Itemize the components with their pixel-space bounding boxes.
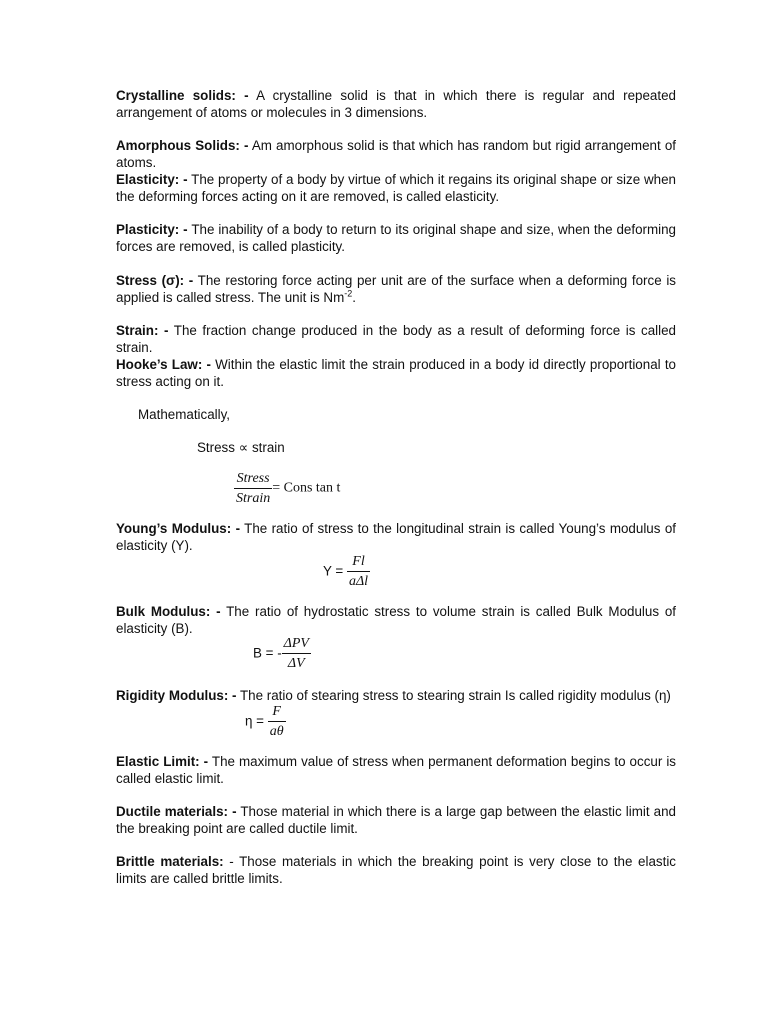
definition-hookes-law (116, 357, 676, 390)
definition-text: A crystalline solid is that in which there is regular and repeated arrangement of atoms or molecules in 3 dimensions. (116, 88, 676, 120)
definition-tail: . (352, 289, 356, 305)
definition-strain (116, 323, 676, 356)
fraction-numerator: Fl (347, 553, 370, 572)
definition-text: The inability of a body to return to its original shape and size, when the deforming forces are removed, is called plasticity. (116, 222, 676, 254)
term: Brittle materials: (116, 854, 224, 869)
definition-text: The ratio of stearing stress to stearing strain Is called rigidity modulus (η) (236, 688, 671, 703)
definition-text: - Those materials in which the breaking point is very close to the elastic limits are called brittle limits. (116, 854, 676, 886)
definition-text: The ratio of hydrostatic stress to volume strain is called Bulk Modulus of elasticity (B). (116, 604, 676, 636)
rigidity-fraction (268, 703, 286, 740)
fraction-numerator: F (268, 703, 286, 722)
definition-elastic-limit (116, 754, 676, 787)
term: Strain: - (116, 323, 169, 338)
term: Young’s Modulus: - (116, 521, 241, 536)
definition-text: The restoring force acting per unit are of the surface when a deforming force is applied is called stress. The unit is Nm (116, 273, 676, 305)
definition-text: Within the elastic limit the strain produced in a body id directly proportional to stress acting on it. (116, 357, 676, 389)
formula-lhs: B = - (253, 645, 282, 661)
formula-lhs: η = (245, 713, 268, 729)
definition-text: The ratio of stress to the longitudinal strain is called Young’s modulus of elasticity (Y). (116, 521, 676, 553)
rigidity-formula (245, 703, 286, 740)
term: Ductile materials: - (116, 804, 237, 819)
mathematically-label: Mathematically, (138, 407, 231, 422)
term: Amorphous Solids: - (116, 138, 249, 153)
definition-bulk-modulus (116, 604, 676, 637)
definition-youngs-modulus (116, 521, 676, 554)
term: Elastic Limit: - (116, 754, 209, 769)
definition-amorphous-solids (116, 138, 676, 171)
fraction-denominator: aθ (269, 724, 284, 739)
stress-proportional-strain: Stress ∝ strain (197, 440, 285, 455)
term: Bulk Modulus: - (116, 604, 221, 619)
bulk-fraction (282, 635, 311, 672)
term: Plasticity: - (116, 222, 188, 237)
fraction-numerator: Stress (234, 470, 272, 489)
definition-text: The maximum value of stress when permanent deformation begins to occur is called elastic limit. (116, 754, 676, 786)
hooke-formula (234, 470, 340, 507)
fraction-denominator: aΔl (348, 574, 369, 589)
term: Crystalline solids: - (116, 88, 249, 103)
stress-strain-fraction (234, 470, 272, 507)
fraction-denominator: ΔV (287, 656, 305, 671)
definition-crystalline-solids (116, 88, 676, 121)
young-fraction (347, 553, 370, 590)
fraction-denominator: Strain (236, 491, 271, 506)
formula-lhs: Y = (323, 563, 347, 579)
term: Rigidity Modulus: - (116, 688, 237, 703)
constant-rhs (272, 480, 340, 495)
term: Stress (σ): - (116, 273, 194, 288)
definition-text: Those material in which there is a large gap between the elastic limit and the breaking point are called ductile limit. (116, 804, 676, 836)
definition-text: The fraction change produced in the body as a result of deforming force is called strain. (116, 323, 676, 355)
definition-plasticity (116, 222, 676, 255)
term: Elasticity: - (116, 172, 188, 187)
definition-stress (116, 273, 676, 306)
definition-rigidity-modulus (116, 688, 676, 705)
definition-elasticity (116, 172, 676, 205)
definition-text: The property of a body by virtue of which it regains its original shape or size when the deforming forces acting on it are removed, is called elasticity. (116, 172, 676, 204)
term: Hooke’s Law: - (116, 357, 211, 372)
bulk-formula (253, 635, 311, 672)
definition-ductile-materials (116, 804, 676, 837)
fraction-numerator: ΔPV (282, 635, 311, 654)
definition-brittle-materials (116, 854, 676, 887)
constant-text: = Cons tan t (272, 480, 341, 496)
young-formula (323, 553, 370, 590)
definition-text: Am amorphous solid is that which has random but rigid arrangement of atoms. (116, 138, 676, 170)
unit-exponent: -2 (344, 288, 353, 299)
